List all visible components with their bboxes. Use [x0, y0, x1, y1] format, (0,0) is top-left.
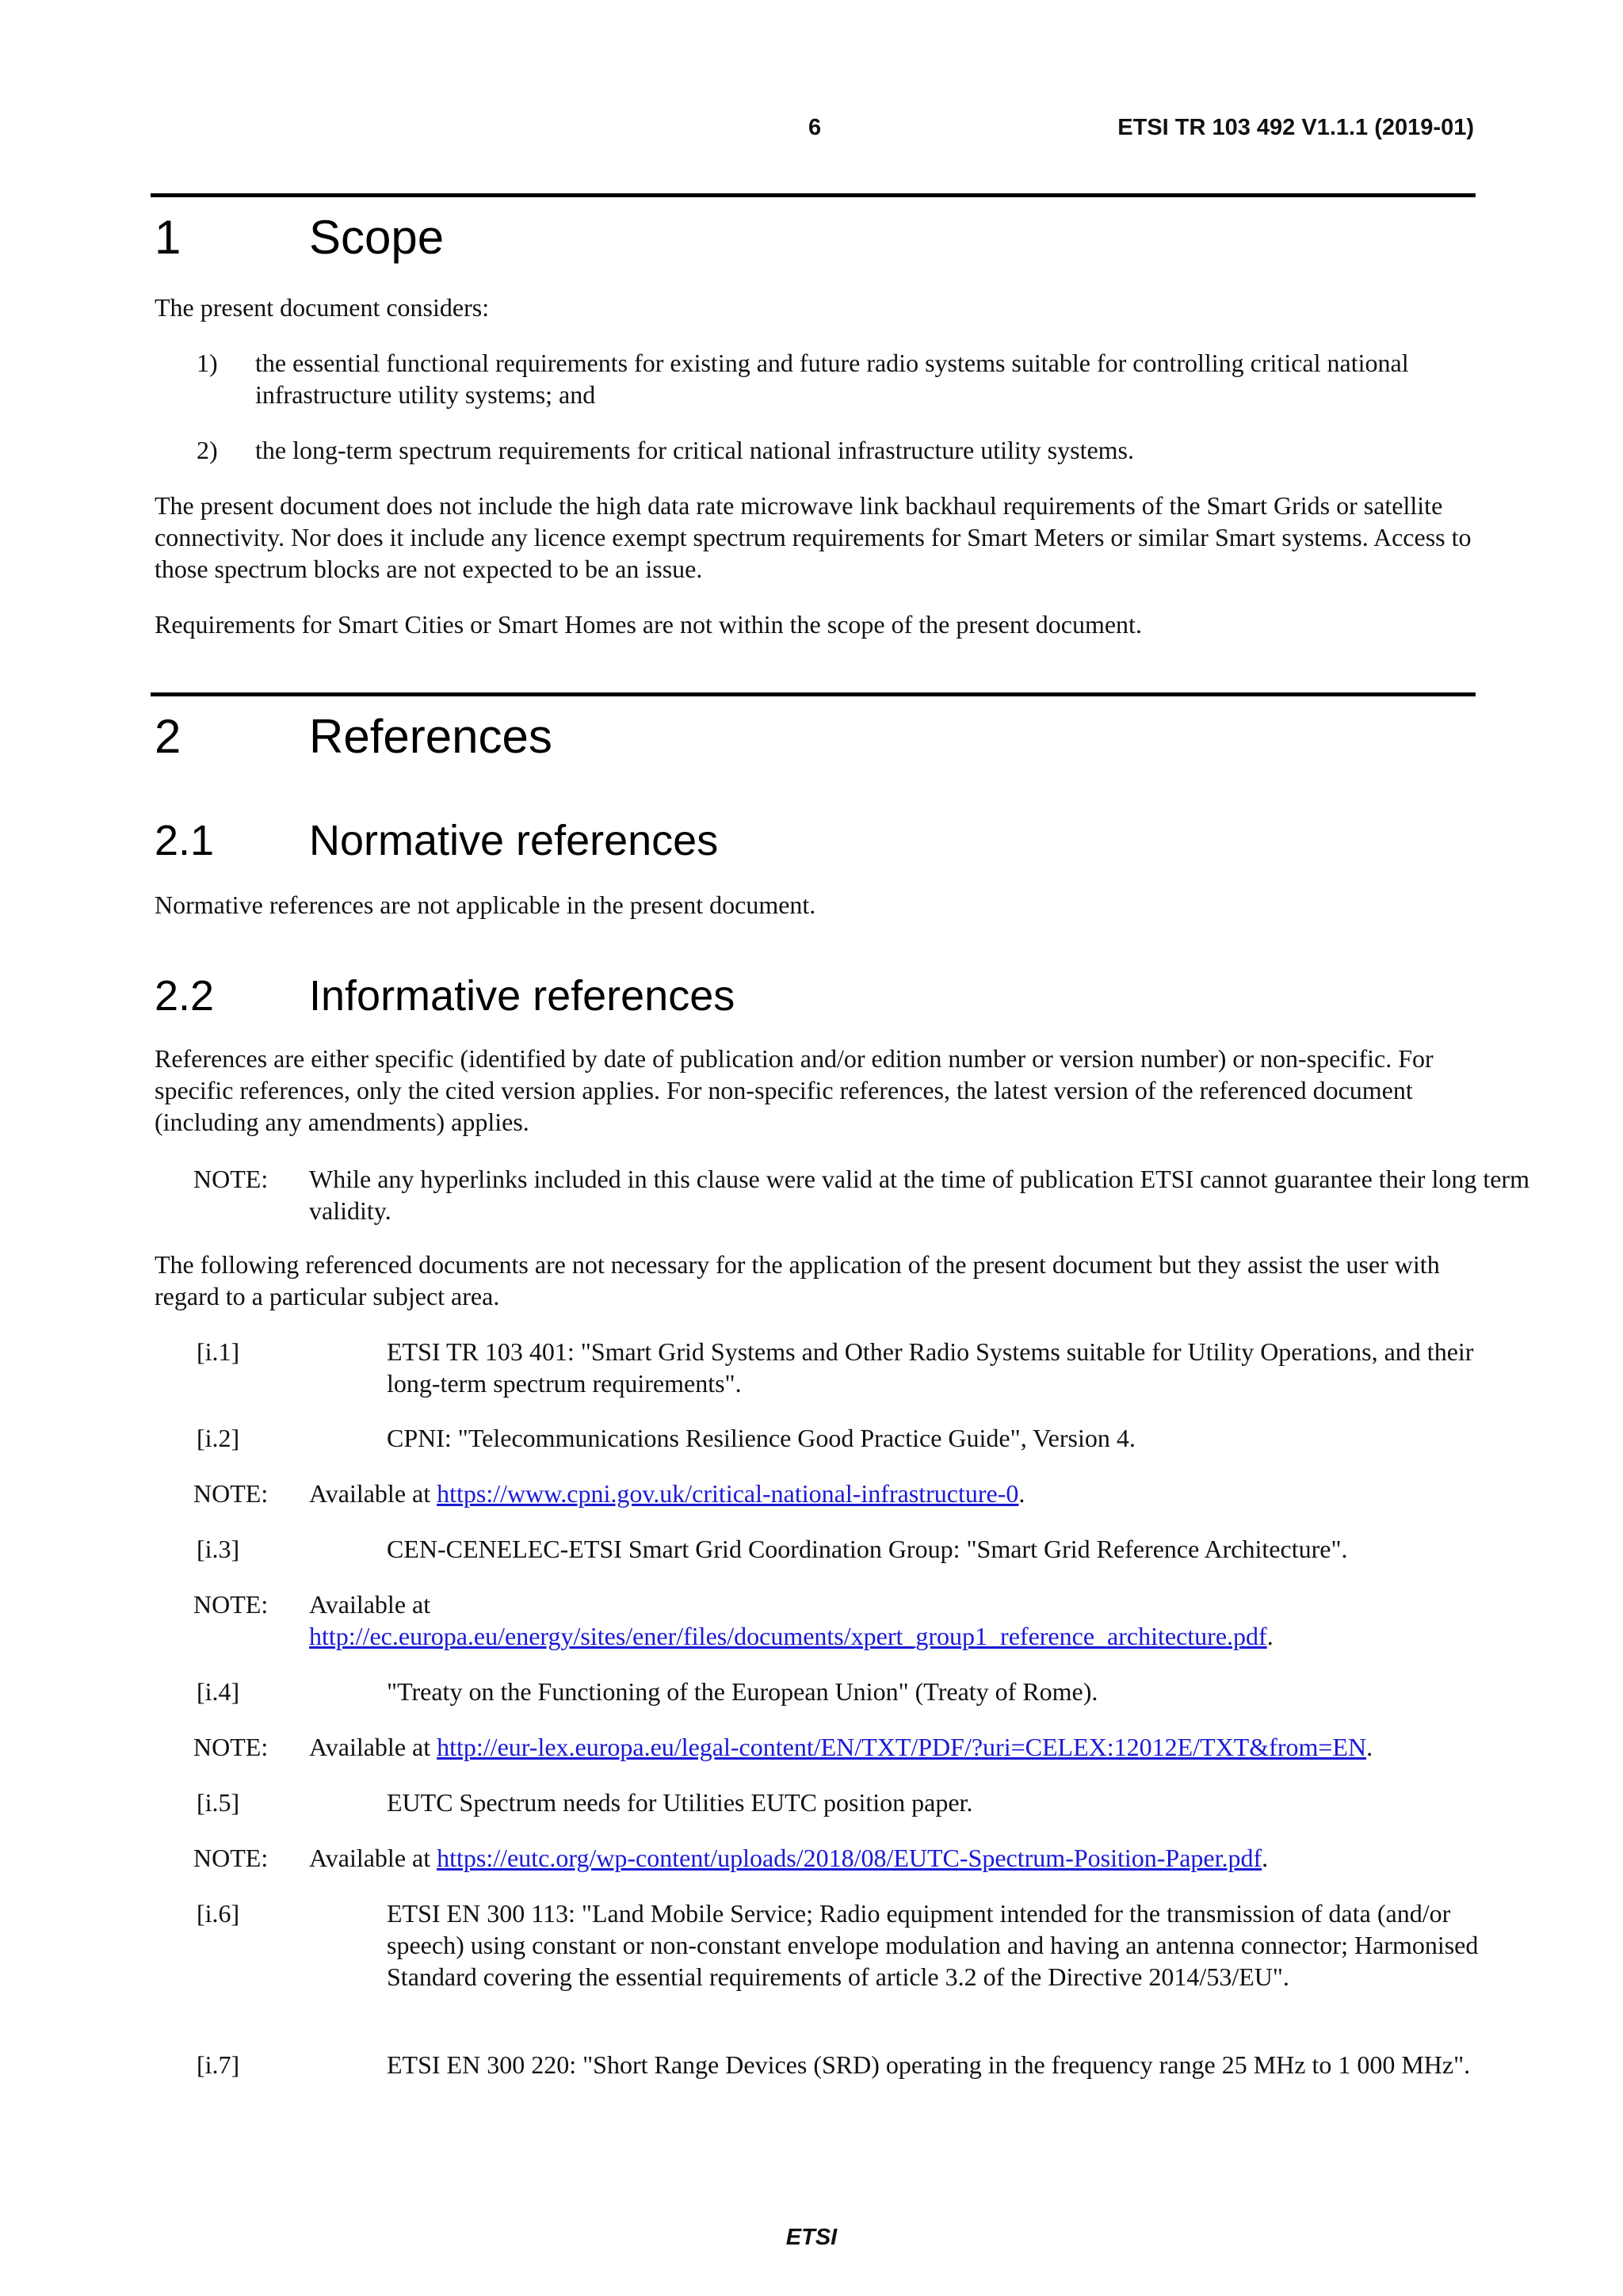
- note-text: [309, 1478, 1482, 1509]
- reference-text: "Treaty on the Functioning of the European Union" (Treaty of Rome).: [387, 1677, 1098, 1706]
- section-rule: [151, 692, 1476, 696]
- reference-text: ETSI EN 300 113: "Land Mobile Service; Radio equipment intended for the transmission of data (and/or speech) using constant or non-constant envelope modulation and having an antenna connector; Harmonised Standard covering the essential requirements of article 3.2 of the Directive 2014/53/EU".: [387, 1899, 1479, 1991]
- note-label: NOTE:: [193, 1165, 269, 1193]
- informative-following: The following referenced documents are not necessary for the application of the present document but they assist the user with regard to a particular subject area.: [155, 1250, 1440, 1310]
- reference-text: EUTC Spectrum needs for Utilities EUTC position paper.: [387, 1788, 973, 1817]
- scope-paragraph: The present document does not include the high data rate microwave link backhaul requirements of the Smart Grids or satellite connectivity. Nor does it include any licence exempt spectrum requirements for Smart Meters or similar Smart systems. Access to those spectrum blocks are not expected to be an issue.: [155, 491, 1472, 583]
- list-item-number: 2): [197, 436, 218, 464]
- heading-number: 1: [155, 211, 181, 264]
- note-label: NOTE:: [193, 1733, 269, 1761]
- note-suffix: .: [1262, 1844, 1269, 1872]
- heading-number: 2.2: [155, 972, 215, 1020]
- note-text: While any hyperlinks included in this clause were valid at the time of publication ETSI cannot guarantee their long term validity.: [309, 1165, 1529, 1225]
- note-prefix: Available at: [309, 1590, 431, 1619]
- reference-label: [i.4]: [197, 1677, 240, 1706]
- informative-intro: References are either specific (identified by date of publication and/or edition number or version number) or non-specific. For specific references, only the cited version applies. For non-specific references, the latest version of the referenced document (including any amendments) applies.: [155, 1044, 1434, 1136]
- heading-title: Normative references: [309, 817, 719, 864]
- note-text: [309, 1842, 1482, 1874]
- reference-text: CPNI: "Telecommunications Resilience Good Practice Guide", Version 4.: [387, 1424, 1136, 1452]
- page-header: [151, 115, 1474, 147]
- note-label: NOTE:: [193, 1479, 269, 1508]
- reference-label: [i.7]: [197, 2050, 240, 2079]
- note-text: [309, 1589, 1482, 1652]
- page-footer: ETSI: [785, 2225, 838, 2250]
- heading-number: 2.1: [155, 817, 215, 864]
- reference-link[interactable]: http://ec.europa.eu/energy/sites/ener/files/documents/xpert_group1_reference_architecture.pdf: [309, 1622, 1267, 1650]
- scope-paragraph: Requirements for Smart Cities or Smart Homes are not within the scope of the present document.: [155, 610, 1142, 639]
- note-text: [309, 1731, 1482, 1763]
- reference-text: ETSI TR 103 401: "Smart Grid Systems and Other Radio Systems suitable for Utility Operations, and their long-term spectrum requirements".: [387, 1337, 1474, 1398]
- reference-label: [i.5]: [197, 1788, 240, 1817]
- note-label: NOTE:: [193, 1590, 269, 1619]
- reference-label: [i.3]: [197, 1535, 240, 1563]
- document-identifier: ETSI TR 103 492 V1.1.1 (2019-01): [1117, 115, 1474, 140]
- list-item-text: the essential functional requirements for existing and future radio systems suitable for controlling critical national infrastructure utility systems; and: [255, 349, 1409, 409]
- heading-title: Informative references: [309, 972, 735, 1020]
- reference-label: [i.6]: [197, 1899, 240, 1928]
- reference-text: CEN-CENELEC-ETSI Smart Grid Coordination Group: "Smart Grid Reference Architecture".: [387, 1535, 1348, 1563]
- list-item-number: 1): [197, 349, 218, 377]
- reference-label: [i.1]: [197, 1337, 240, 1366]
- note-label: NOTE:: [193, 1844, 269, 1872]
- note-prefix: Available at: [309, 1844, 437, 1872]
- reference-link[interactable]: https://www.cpni.gov.uk/critical-national-infrastructure-0: [437, 1479, 1019, 1508]
- note-suffix: .: [1018, 1479, 1025, 1508]
- note-prefix: Available at: [309, 1479, 437, 1508]
- normative-text: Normative references are not applicable in the present document.: [155, 891, 816, 919]
- page-number: 6: [808, 115, 822, 140]
- note-suffix: .: [1266, 1622, 1274, 1650]
- reference-text: ETSI EN 300 220: "Short Range Devices (SRD) operating in the frequency range 25 MHz to 1 000 MHz".: [387, 2050, 1471, 2079]
- reference-link[interactable]: https://eutc.org/wp-content/uploads/2018/08/EUTC-Spectrum-Position-Paper.pdf: [437, 1844, 1262, 1872]
- heading-title: References: [309, 710, 552, 763]
- reference-link[interactable]: http://eur-lex.europa.eu/legal-content/EN/TXT/PDF/?uri=CELEX:12012E/TXT&from=EN: [437, 1733, 1367, 1761]
- note-prefix: Available at: [309, 1733, 437, 1761]
- section-rule: [151, 193, 1476, 197]
- scope-intro: The present document considers:: [155, 293, 490, 322]
- heading-title: Scope: [309, 211, 445, 264]
- heading-number: 2: [155, 710, 181, 763]
- reference-label: [i.2]: [197, 1424, 240, 1452]
- list-item-text: the long-term spectrum requirements for critical national infrastructure utility systems.: [255, 436, 1134, 464]
- note-suffix: .: [1366, 1733, 1373, 1761]
